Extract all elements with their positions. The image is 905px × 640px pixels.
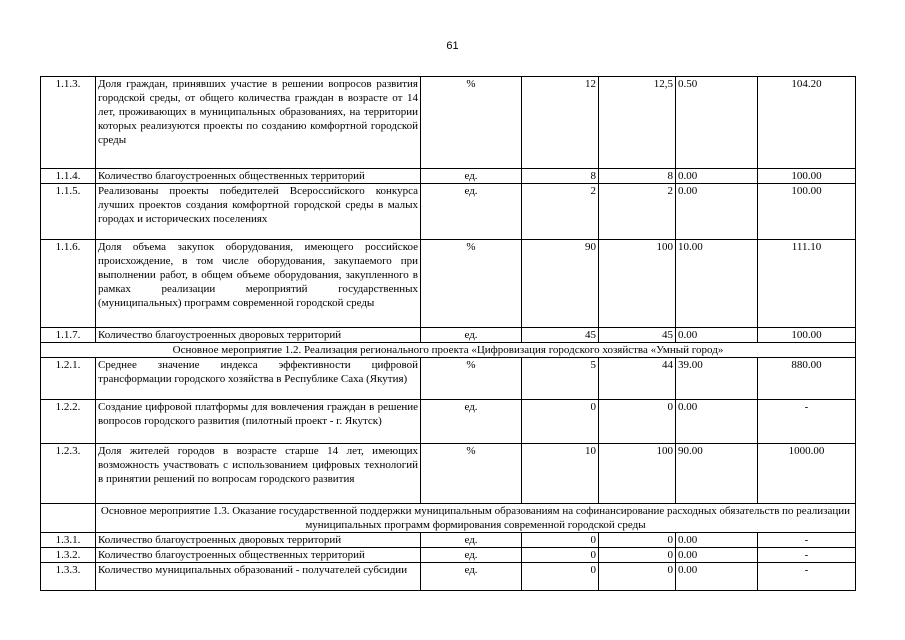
unit: ед. (421, 328, 522, 343)
completion-percent: 100.00 (758, 184, 856, 240)
plan-value: 2 (522, 184, 599, 240)
plan-value: 0 (522, 548, 599, 563)
row-number: 1.1.6. (41, 240, 96, 328)
unit: ед. (421, 533, 522, 548)
plan-value: 12 (522, 77, 599, 169)
section-row (41, 504, 856, 533)
table-row (41, 533, 856, 548)
row-number: 1.3.2. (41, 548, 96, 563)
actual-value: 44 (599, 358, 676, 400)
completion-percent: - (758, 548, 856, 563)
table-row (41, 184, 856, 240)
actual-value: 45 (599, 328, 676, 343)
actual-value: 0 (599, 533, 676, 548)
deviation-value: 0.00 (676, 400, 758, 444)
indicator-name: Количество благоустроенных общественных территорий (96, 169, 421, 184)
table-row (41, 400, 856, 444)
section-heading: Основное мероприятие 1.2. Реализация регионального проекта «Цифровизация городского хозяйства «Умный город» (41, 343, 856, 358)
row-number: 1.1.7. (41, 328, 96, 343)
row-number: 1.2.3. (41, 444, 96, 504)
plan-value: 45 (522, 328, 599, 343)
indicator-name: Создание цифровой платформы для вовлечения граждан в решение вопросов городского развития (пилотный проект - г. Якутск) (96, 400, 421, 444)
actual-value: 8 (599, 169, 676, 184)
row-number: 1.2.2. (41, 400, 96, 444)
completion-percent: 100.00 (758, 328, 856, 343)
table-row (41, 563, 856, 591)
indicator-name: Среднее значение индекса эффективности цифровой трансформации городского хозяйства в Республике Саха (Якутия) (96, 358, 421, 400)
table-row (41, 548, 856, 563)
actual-value: 100 (599, 444, 676, 504)
actual-value: 0 (599, 400, 676, 444)
completion-percent: 111.10 (758, 240, 856, 328)
plan-value: 0 (522, 533, 599, 548)
table-row (41, 358, 856, 400)
unit: ед. (421, 548, 522, 563)
plan-value: 10 (522, 444, 599, 504)
indicator-name: Доля жителей городов в возрасте старше 14 лет, имеющих возможность участвовать с использованием цифровых технологий в принятии решений по вопросам городского развития (96, 444, 421, 504)
unit: % (421, 240, 522, 328)
row-number: 1.1.3. (41, 77, 96, 169)
plan-value: 5 (522, 358, 599, 400)
actual-value: 0 (599, 548, 676, 563)
row-number: 1.3.1. (41, 533, 96, 548)
indicator-name: Реализованы проекты победителей Всероссийского конкурса лучших проектов создания комфортной городской среды в малых городах и исторических поселениях (96, 184, 421, 240)
table-row (41, 328, 856, 343)
unit: % (421, 358, 522, 400)
indicator-name: Количество муниципальных образований - получателей субсидии (96, 563, 421, 591)
table-row (41, 240, 856, 328)
indicator-name: Количество благоустроенных дворовых территорий (96, 533, 421, 548)
deviation-value: 0.00 (676, 563, 758, 591)
table-row (41, 169, 856, 184)
completion-percent: 104.20 (758, 77, 856, 169)
completion-percent: - (758, 533, 856, 548)
table-row (41, 77, 856, 169)
indicator-name: Количество благоустроенных общественных территорий (96, 548, 421, 563)
unit: % (421, 77, 522, 169)
indicator-name: Количество благоустроенных дворовых территорий (96, 328, 421, 343)
deviation-value: 90.00 (676, 444, 758, 504)
unit: ед. (421, 169, 522, 184)
unit: ед. (421, 563, 522, 591)
plan-value: 0 (522, 563, 599, 591)
table-row (41, 444, 856, 504)
deviation-value: 0.00 (676, 169, 758, 184)
actual-value: 0 (599, 563, 676, 591)
plan-value: 8 (522, 169, 599, 184)
completion-percent: 880.00 (758, 358, 856, 400)
plan-value: 0 (522, 400, 599, 444)
plan-value: 90 (522, 240, 599, 328)
row-number: 1.1.5. (41, 184, 96, 240)
page-number: 61 (446, 40, 459, 52)
deviation-value: 0.50 (676, 77, 758, 169)
actual-value: 2 (599, 184, 676, 240)
completion-percent: - (758, 400, 856, 444)
unit: % (421, 444, 522, 504)
indicator-name: Доля объема закупок оборудования, имеющего российское происхождение, в том числе оборудования, закупаемого при выполнении работ, в общем объеме оборудования, закупленного в рамках реализации мероприятий государственных (муниципальных) программ современной городской среды (96, 240, 421, 328)
unit: ед. (421, 184, 522, 240)
actual-value: 100 (599, 240, 676, 328)
deviation-value: 0.00 (676, 533, 758, 548)
deviation-value: 0.00 (676, 548, 758, 563)
actual-value: 12,5 (599, 77, 676, 169)
row-number: 1.2.1. (41, 358, 96, 400)
section-row (41, 343, 856, 358)
deviation-value: 0.00 (676, 328, 758, 343)
completion-percent: 100.00 (758, 169, 856, 184)
completion-percent: - (758, 563, 856, 591)
deviation-value: 0.00 (676, 184, 758, 240)
row-number: 1.3.3. (41, 563, 96, 591)
indicator-name: Доля граждан, принявших участие в решении вопросов развития городской среды, от общего количества граждан в возрасте от 14 лет, проживающих в муниципальных образованиях, на территории которых реализуются проекты по созданию комфортной городской среды (96, 77, 421, 169)
row-number: 1.1.4. (41, 169, 96, 184)
indicators-table (40, 76, 856, 591)
empty-cell (41, 504, 96, 533)
deviation-value: 10.00 (676, 240, 758, 328)
section-heading: Основное мероприятие 1.3. Оказание государственной поддержки муниципальным образованиям на софинансирование расходных обязательств по реализации муниципальных программ формирования современной городской среды (96, 504, 856, 533)
unit: ед. (421, 400, 522, 444)
deviation-value: 39.00 (676, 358, 758, 400)
completion-percent: 1000.00 (758, 444, 856, 504)
